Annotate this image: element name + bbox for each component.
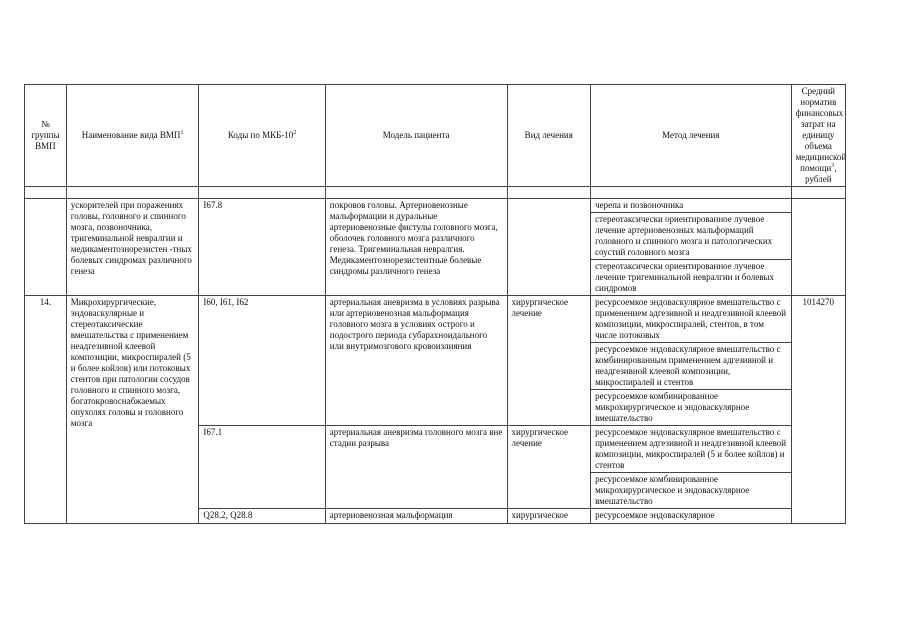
group-number-cell <box>25 199 67 296</box>
vmp-name-cell: ускорителей при поражениях головы, головного и спинного мозга, позвоночника, тригеминальной невралгии и медикаментознорезистен -тных болевых синдромах различного генеза <box>66 199 199 296</box>
patient-model-cell: артериальная аневризма головного мозга вне стадии разрыва <box>325 426 507 509</box>
vmp-name-cell: Микрохирургические, эндоваскулярные и стереотаксические вмешательства с применением неадгезивной клеевой композиции, микроспиралей (5 и более койлов) или потоковых стентов при патологии сосудов головного и спинного мозга, богатокровоснабжаемых опухолях головы и головного мозга <box>66 296 199 524</box>
method-item: черепа и позвоночника <box>591 199 791 213</box>
document-page <box>24 84 846 524</box>
icd-code-cell: I60, I61, I62 <box>199 296 325 426</box>
header-patient-model: Модель пациента <box>325 85 507 187</box>
table-header-row <box>25 85 846 187</box>
table-row <box>25 199 846 296</box>
treatment-method-cell <box>591 199 792 296</box>
header-treatment-method: Метод лечения <box>591 85 792 187</box>
method-item: ресурсоемкое комбинированное микрохирургическое и эндоваскулярное вмешательство <box>595 391 750 423</box>
treatment-type-cell: хирургическое лечение <box>507 426 591 509</box>
average-cost-cell <box>791 199 845 296</box>
group-number-cell: 14. <box>25 296 67 524</box>
method-item: ресурсоемкое эндоваскулярное вмешательство с комбинированным применением адгезивной и неадгезивной клеевой композиции, микроспиралей и стентов <box>591 343 791 390</box>
patient-model-cell: артериальная аневризма в условиях разрыва или артериовенозная мальформация головного мозга в условиях острого и подострого периода субарахноидального или внутримозгового кровоизлияния <box>325 296 507 426</box>
treatment-type-cell: хирургическое лечение <box>507 296 591 426</box>
treatment-method-cell <box>591 296 792 426</box>
header-group-number: № группы ВМП <box>25 85 67 187</box>
header-vmp-name: Наименование вида ВМП$^1$ <box>66 85 199 187</box>
spacer-row <box>25 187 846 199</box>
header-average-cost: Средний норматив финансовых затрат на единицу объема медицинской помощи$^3$, рублей <box>791 85 845 187</box>
treatment-type-cell <box>507 199 591 296</box>
method-item: стереотаксически ориентированное лучевое лечение тригеминальной невралгии и болевых синдромов <box>595 261 775 293</box>
method-item: ресурсоемкое эндоваскулярное вмешательство с применением адгезивной и неадгезивной клеевой композиции, микроспиралей (5 и более койлов) и стентов <box>591 426 791 473</box>
treatment-method-cell <box>591 426 792 509</box>
method-item: ресурсоемкое эндоваскулярное вмешательство с применением адгезивной и неадгезивной клеевой композиции, микроспиралей, стентов, в том числе потоковых <box>591 296 791 343</box>
patient-model-cell: покровов головы. Артериовенозные мальформации и дуральные артериовенозные фистулы головного мозга, оболочек головного мозга различного генеза. Тригеминальная невралгия. Медикаментознорезистентные болевые синдромы различного генеза <box>325 199 507 296</box>
table-row <box>25 296 846 426</box>
icd-code-cell: I67.1 <box>199 426 325 509</box>
header-treatment-type: Вид лечения <box>507 85 591 187</box>
vmp-table <box>24 84 846 524</box>
treatment-type-cell: хирургическое <box>507 509 591 524</box>
icd-code-cell: Q28.2, Q28.8 <box>199 509 325 524</box>
method-item: ресурсоемкое комбинированное микрохирургическое и эндоваскулярное вмешательство <box>595 474 750 506</box>
patient-model-cell: артериовенозная мальформация <box>325 509 507 524</box>
treatment-method-cell: ресурсоемкое эндоваскулярное <box>591 509 792 524</box>
method-item: стереотаксически ориентированное лучевое лечение артериовенозных мальформаций головного и спинного мозга и патологических соустий головного мозга <box>591 213 791 260</box>
header-icd-codes: Коды по МКБ-$10^2$ <box>199 85 325 187</box>
average-cost-cell: 1014270 <box>791 296 845 524</box>
icd-code-cell: I67.8 <box>199 199 325 296</box>
